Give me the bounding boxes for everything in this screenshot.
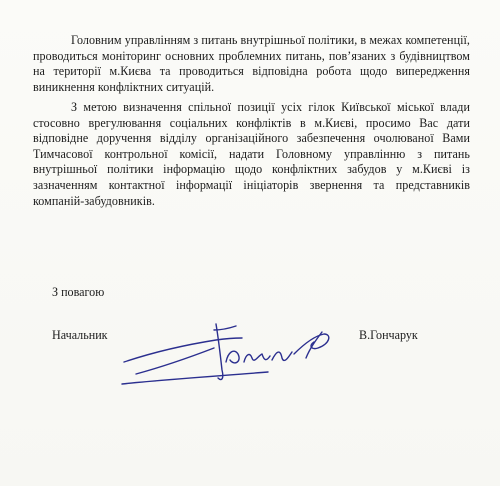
signatory-name: В.Гончарук: [359, 328, 418, 342]
closing-phrase: З повагою: [52, 285, 105, 299]
letter-paragraph-2: З метою визначення спільної позиції усіх гілок Київської міської влади стосовно врегулювання соціальних конфліктів в м.Києві, просимо Вас дати відповідне доручення відділу організаційного забезпечення очолюваної Вами Тимчасової контрольної комісії, надати Головному управлінню з питань внутрішньої політики інформацію щодо конфліктних забудов у м.Києві із зазначенням контактної інформації ініціаторів звернення та представників компаній-забудовників.: [33, 100, 470, 208]
signatory-position: Начальник: [52, 328, 108, 342]
letter-paragraph-1: Головним управлінням з питань внутрішньої політики, в межах компетенції, проводиться моніторинг основних проблемних питань, пов’язаних з будівництвом на території м.Києва та проводиться відповідна робота щодо випередження виникнення конфліктних ситуацій.: [33, 33, 470, 94]
handwritten-signature: [118, 318, 348, 390]
